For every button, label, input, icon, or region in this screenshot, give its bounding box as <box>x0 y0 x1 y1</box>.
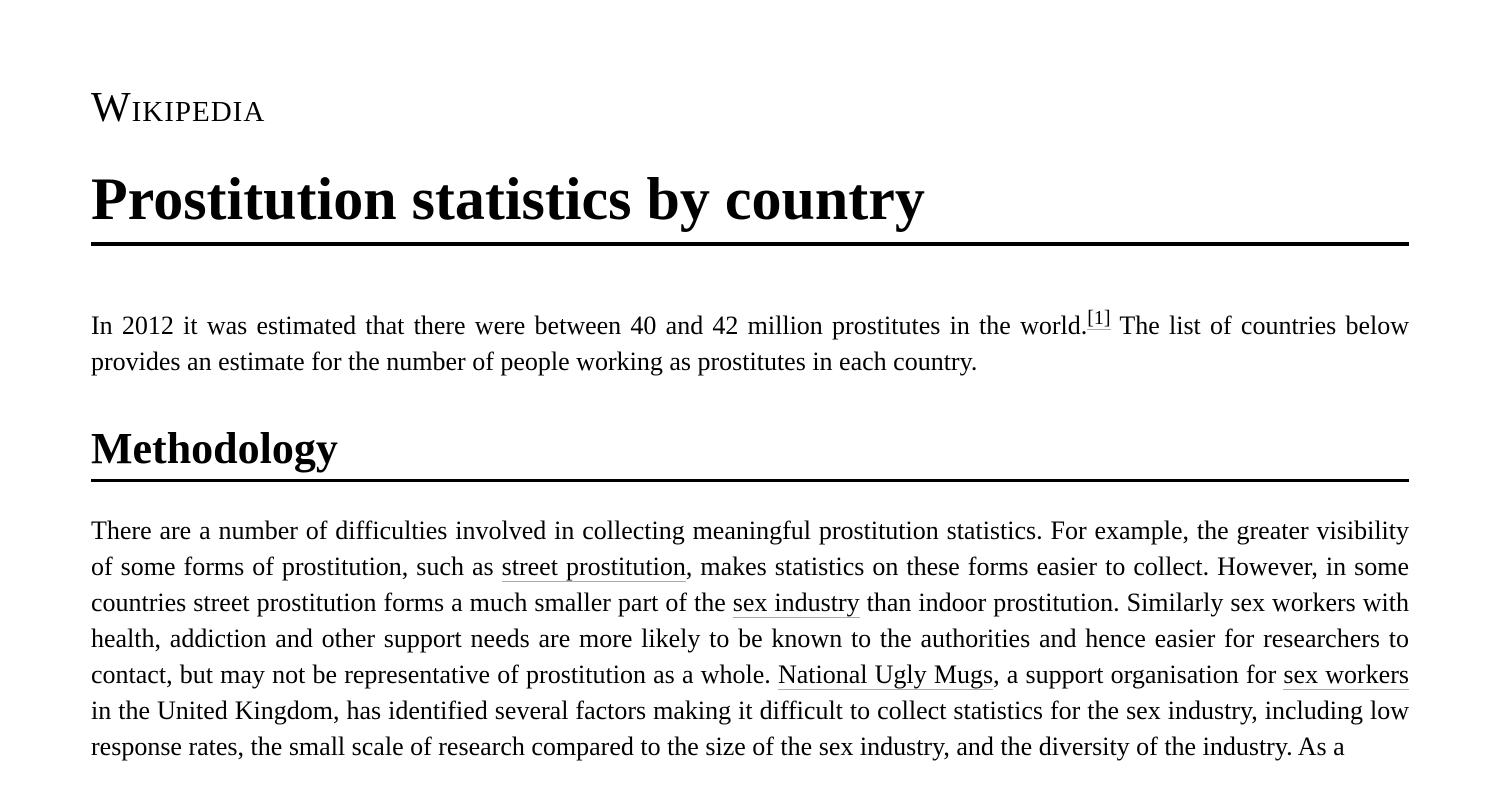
page-title: Prostitution statistics by country <box>91 164 1409 246</box>
intro-text-continued: The list of countries below provides an estimate for the number of people working as prostitutes in each country. <box>91 311 1410 376</box>
intro-text: In 2012 it was estimated that there were between 40 and 42 million prostitutes in the world. <box>91 311 1088 340</box>
intro-paragraph <box>91 308 1409 380</box>
paragraph-text: , a support organisation for <box>993 660 1284 689</box>
paragraph-text: , makes statistics on these forms easier to collect. However, in some countries street prostitution forms a much smaller part of the <box>91 552 1410 617</box>
article-link[interactable]: sex workers <box>1283 660 1409 689</box>
reference-link[interactable]: [1] <box>1087 307 1111 330</box>
paragraph-text: in the United Kingdom, has identified several factors making it difficult to collect statistics for the sex industry, including low response rates, the small scale of research compared to the size of the sex industry, and the diversity of the industry. As a <box>91 696 1409 761</box>
article-link[interactable]: sex industry <box>732 588 860 617</box>
methodology-paragraph <box>91 513 1409 765</box>
paragraph-text: There are a number of difficulties involved in collecting meaningful prostitution statistics. For example, the greater visibility of some forms of prostitution, such as <box>91 516 1409 581</box>
wikipedia-logo: Wikipedia <box>91 85 266 131</box>
section-heading-methodology: Methodology <box>91 422 1409 482</box>
paragraph-text: than indoor prostitution. Similarly sex workers with health, addiction and other support needs are more likely to be known to the authorities and hence easier for researchers to contact, but may not be representative of prostitution as a whole. <box>91 588 1409 689</box>
article-link[interactable]: National Ugly Mugs <box>777 660 994 689</box>
article-link[interactable]: street prostitution <box>501 552 686 581</box>
